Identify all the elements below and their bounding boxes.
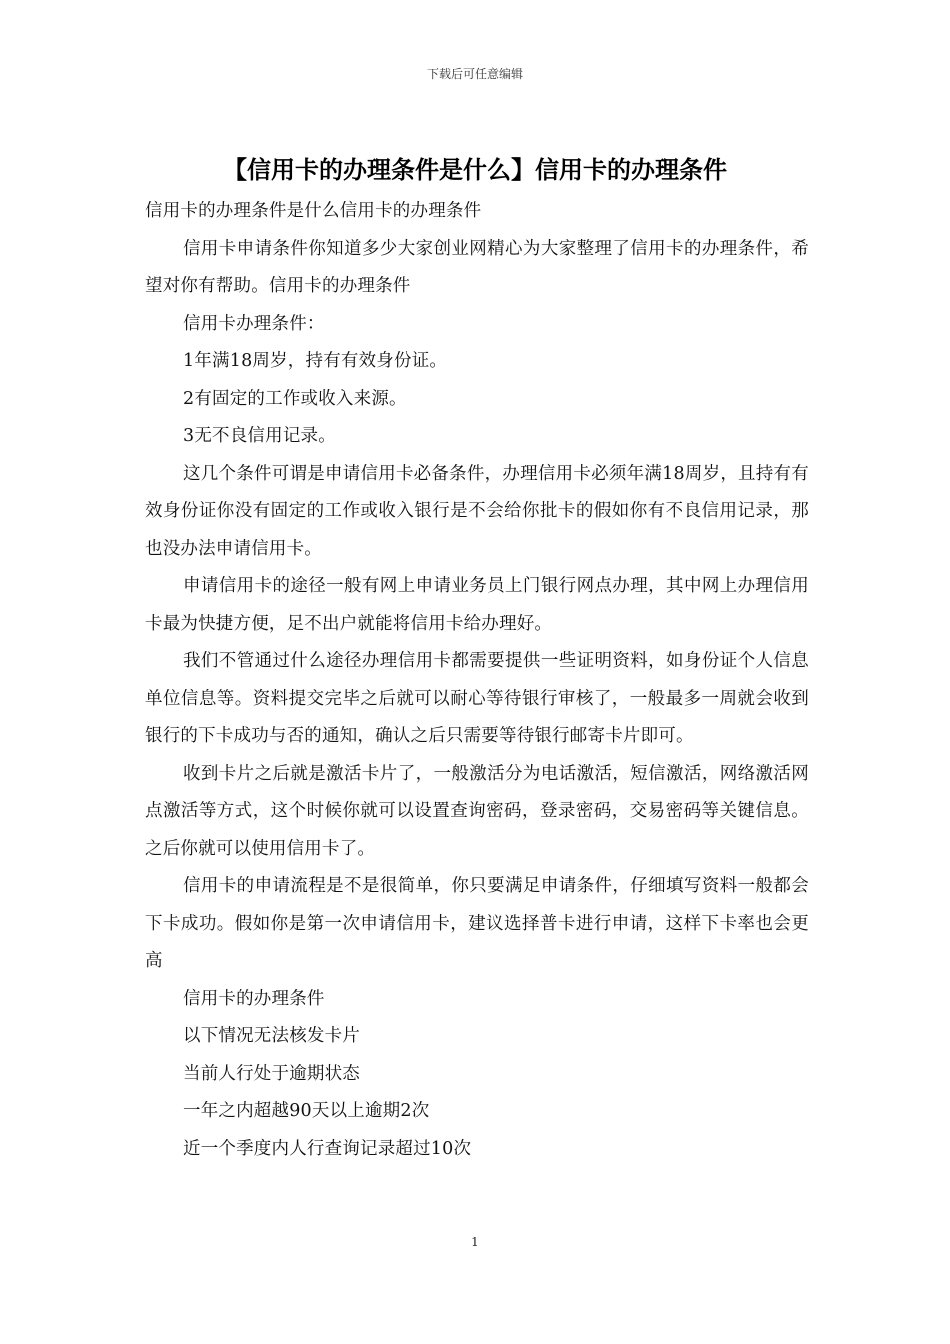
paragraph-section-title: 信用卡的办理条件 <box>183 988 325 1009</box>
document-subtitle: 信用卡的办理条件是什么信用卡的办理条件 <box>145 201 482 221</box>
rejection-item-1: 当前人行处于逾期状态 <box>183 1063 360 1084</box>
paragraph-rejection-heading: 以下情况无法核发卡片 <box>183 1026 360 1046</box>
paragraph-process: 信用卡的申请流程是不是很简单，你只要满足申请条件，仔细填写资料一般都会下卡成功。假如你是第一次申请信用卡，建议选择普卡进行申请，这样下卡率也会更高 <box>145 876 809 971</box>
paragraph-intro: 信用卡申请条件你知道多少大家创业网精心为大家整理了信用卡的办理条件，希望对你有帮助。信用卡的办理条件 <box>145 238 809 296</box>
rejection-item-2: 一年之内超越90天以上逾期2次 <box>183 1101 430 1121</box>
paragraph-requirements: 这几个条件可谓是申请信用卡必备条件，办理信用卡必须年满18周岁，且持有有效身份证你没有固定的工作或收入银行是不会给你批卡的假如你有不良信用记录，那也没办法申请信用卡。 <box>145 463 809 559</box>
condition-item-1: 1年满18周岁，持有有效身份证。 <box>183 351 448 371</box>
paragraph-conditions-heading: 信用卡办理条件： <box>183 313 325 334</box>
document-title: 【信用卡的办理条件是什么】信用卡的办理条件 <box>223 156 727 184</box>
page-header: 下载后可任意编辑 <box>426 67 523 81</box>
condition-item-2: 2有固定的工作或收入来源。 <box>183 388 407 409</box>
paragraph-activation: 收到卡片之后就是激活卡片了，一般激活分为电话激活，短信激活，网络激活网点激活等方式，这个时候你就可以设置查询密码，登录密码，交易密码等关键信息。之后你就可以使用信用卡了。 <box>145 763 809 859</box>
paragraph-channels: 申请信用卡的途径一般有网上申请业务员上门银行网点办理，其中网上办理信用卡最为快捷方便，足不出户就能将信用卡给办理好。 <box>145 576 809 634</box>
page-number: 1 <box>471 1235 479 1249</box>
paragraph-documents: 我们不管通过什么途径办理信用卡都需要提供一些证明资料，如身份证个人信息单位信息等。资料提交完毕之后就可以耐心等待银行审核了，一般最多一周就会收到银行的下卡成功与否的通知，确认之后只需要等待银行邮寄卡片即可。 <box>145 651 809 746</box>
document-body <box>145 193 809 1168</box>
rejection-item-3: 近一个季度内人行查询记录超过10次 <box>183 1138 472 1159</box>
condition-item-3: 3无不良信用记录。 <box>183 426 336 446</box>
